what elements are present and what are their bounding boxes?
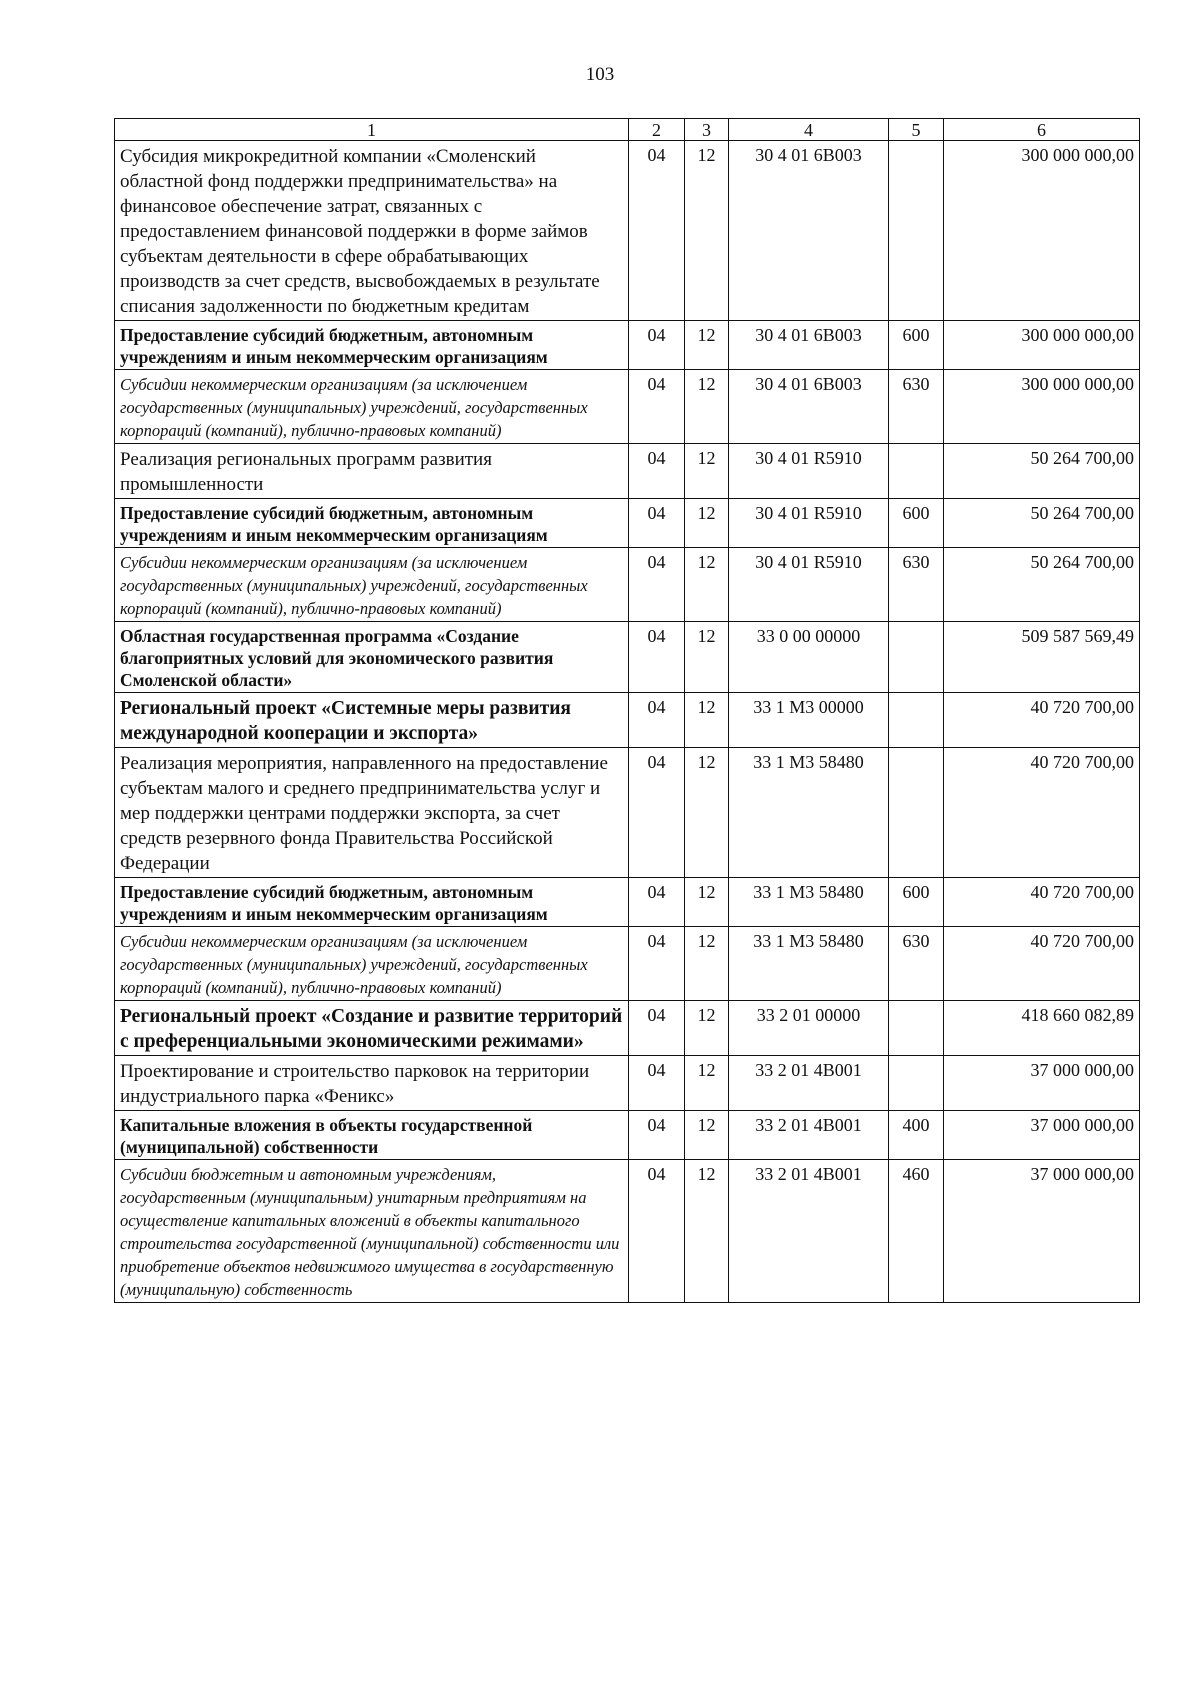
- row-section-code: 12: [685, 141, 729, 321]
- row-name: Региональный проект «Создание и развитие территорий с преференциальными экономическими режимами»: [115, 1001, 629, 1056]
- row-expense-type: [889, 1001, 944, 1056]
- row-ved-code: 04: [629, 1160, 685, 1303]
- row-expense-type: 400: [889, 1111, 944, 1160]
- row-amount: 50 264 700,00: [944, 499, 1140, 548]
- table-row: [115, 1001, 1140, 1056]
- page-number: 103: [585, 64, 615, 85]
- row-ved-code: 04: [629, 321, 685, 370]
- row-expense-type: 600: [889, 321, 944, 370]
- table-row: [115, 622, 1140, 693]
- row-target-code: 33 1 M3 00000: [729, 693, 889, 748]
- row-name: Субсидии некоммерческим организациям (за исключением государственных (муниципальных) учреждений, государственных корпораций (компаний), публично-правовых компаний): [115, 927, 629, 1001]
- table-row: [115, 548, 1140, 622]
- row-ved-code: 04: [629, 1001, 685, 1056]
- row-name: Субсидии бюджетным и автономным учреждениям, государственным (муниципальным) унитарным предприятиям на осуществление капитальных вложений в объекты капитального строительства государственной (муниципальной) собственности или приобретение объектов недвижимого имущества в государственную (муниципальную) собственность: [115, 1160, 629, 1303]
- row-name: Проектирование и строительство парковок на территории индустриального парка «Феникс»: [115, 1056, 629, 1111]
- row-section-code: 12: [685, 548, 729, 622]
- row-section-code: 12: [685, 878, 729, 927]
- row-ved-code: 04: [629, 927, 685, 1001]
- row-ved-code: 04: [629, 748, 685, 878]
- table-row: [115, 748, 1140, 878]
- table-row: [115, 1056, 1140, 1111]
- table-body: [115, 141, 1140, 1303]
- row-amount: 37 000 000,00: [944, 1056, 1140, 1111]
- row-name: Областная государственная программа «Создание благоприятных условий для экономического развития Смоленской области»: [115, 622, 629, 693]
- row-section-code: 12: [685, 321, 729, 370]
- row-section-code: 12: [685, 444, 729, 499]
- row-target-code: 30 4 01 6В003: [729, 141, 889, 321]
- row-ved-code: 04: [629, 693, 685, 748]
- row-target-code: 30 4 01 R5910: [729, 444, 889, 499]
- row-amount: 40 720 700,00: [944, 693, 1140, 748]
- row-amount: 300 000 000,00: [944, 141, 1140, 321]
- header-col-6: 6: [944, 119, 1140, 141]
- row-ved-code: 04: [629, 499, 685, 548]
- table-row: [115, 1111, 1140, 1160]
- row-target-code: 33 2 01 4В001: [729, 1111, 889, 1160]
- row-expense-type: [889, 693, 944, 748]
- row-section-code: 12: [685, 927, 729, 1001]
- row-amount: 40 720 700,00: [944, 748, 1140, 878]
- row-amount: 40 720 700,00: [944, 878, 1140, 927]
- row-name: Предоставление субсидий бюджетным, автономным учреждениям и иным некоммерческим организациям: [115, 878, 629, 927]
- row-target-code: 33 2 01 00000: [729, 1001, 889, 1056]
- table-row: [115, 1160, 1140, 1303]
- row-section-code: 12: [685, 1160, 729, 1303]
- table-row: [115, 878, 1140, 927]
- row-section-code: 12: [685, 1001, 729, 1056]
- row-expense-type: 630: [889, 927, 944, 1001]
- row-amount: 37 000 000,00: [944, 1160, 1140, 1303]
- row-target-code: 33 2 01 4В001: [729, 1056, 889, 1111]
- row-name: Предоставление субсидий бюджетным, автономным учреждениям и иным некоммерческим организациям: [115, 499, 629, 548]
- budget-table: [114, 118, 1140, 1303]
- table-row: [115, 927, 1140, 1001]
- row-expense-type: 630: [889, 548, 944, 622]
- row-amount: 40 720 700,00: [944, 927, 1140, 1001]
- row-target-code: 30 4 01 R5910: [729, 548, 889, 622]
- row-target-code: 33 2 01 4В001: [729, 1160, 889, 1303]
- row-section-code: 12: [685, 499, 729, 548]
- row-section-code: 12: [685, 1111, 729, 1160]
- table-row: [115, 444, 1140, 499]
- row-target-code: 30 4 01 R5910: [729, 499, 889, 548]
- row-expense-type: 460: [889, 1160, 944, 1303]
- row-target-code: 33 0 00 00000: [729, 622, 889, 693]
- row-ved-code: 04: [629, 878, 685, 927]
- table-row: [115, 141, 1140, 321]
- header-col-2: 2: [629, 119, 685, 141]
- row-name: Субсидия микрокредитной компании «Смоленский областной фонд поддержки предпринимательства» на финансовое обеспечение затрат, связанных с предоставлением финансовой поддержки в форме займов субъектам деятельности в сфере обрабатывающих производств за счет средств, высвобождаемых в результате списания задолженности по бюджетным кредитам: [115, 141, 629, 321]
- row-expense-type: [889, 444, 944, 499]
- header-row: [115, 119, 1140, 141]
- row-target-code: 30 4 01 6В003: [729, 370, 889, 444]
- row-target-code: 30 4 01 6В003: [729, 321, 889, 370]
- row-amount: 300 000 000,00: [944, 370, 1140, 444]
- row-name: Субсидии некоммерческим организациям (за исключением государственных (муниципальных) учреждений, государственных корпораций (компаний), публично-правовых компаний): [115, 548, 629, 622]
- row-name: Субсидии некоммерческим организациям (за исключением государственных (муниципальных) учреждений, государственных корпораций (компаний), публично-правовых компаний): [115, 370, 629, 444]
- row-name: Предоставление субсидий бюджетным, автономным учреждениям и иным некоммерческим организациям: [115, 321, 629, 370]
- row-amount: 300 000 000,00: [944, 321, 1140, 370]
- row-section-code: 12: [685, 370, 729, 444]
- row-ved-code: 04: [629, 548, 685, 622]
- row-section-code: 12: [685, 1056, 729, 1111]
- row-expense-type: 600: [889, 499, 944, 548]
- row-ved-code: 04: [629, 370, 685, 444]
- row-ved-code: 04: [629, 622, 685, 693]
- row-expense-type: [889, 622, 944, 693]
- header-col-5: 5: [889, 119, 944, 141]
- row-name: Региональный проект «Системные меры развития международной кооперации и экспорта»: [115, 693, 629, 748]
- row-amount: 509 587 569,49: [944, 622, 1140, 693]
- table-row: [115, 499, 1140, 548]
- row-ved-code: 04: [629, 141, 685, 321]
- row-section-code: 12: [685, 622, 729, 693]
- row-amount: 50 264 700,00: [944, 548, 1140, 622]
- header-col-1: 1: [115, 119, 629, 141]
- row-amount: 37 000 000,00: [944, 1111, 1140, 1160]
- row-ved-code: 04: [629, 1111, 685, 1160]
- row-name: Реализация региональных программ развития промышленности: [115, 444, 629, 499]
- row-amount: 418 660 082,89: [944, 1001, 1140, 1056]
- header-col-3: 3: [685, 119, 729, 141]
- row-name: Реализация мероприятия, направленного на предоставление субъектам малого и среднего предпринимательства услуг и мер поддержки центрами поддержки экспорта, за счет средств резервного фонда Правительства Российской Федерации: [115, 748, 629, 878]
- row-target-code: 33 1 M3 58480: [729, 927, 889, 1001]
- header-col-4: 4: [729, 119, 889, 141]
- table-row: [115, 693, 1140, 748]
- row-ved-code: 04: [629, 1056, 685, 1111]
- row-target-code: 33 1 M3 58480: [729, 878, 889, 927]
- row-amount: 50 264 700,00: [944, 444, 1140, 499]
- row-expense-type: [889, 1056, 944, 1111]
- row-name: Капитальные вложения в объекты государственной (муниципальной) собственности: [115, 1111, 629, 1160]
- row-expense-type: 630: [889, 370, 944, 444]
- row-section-code: 12: [685, 748, 729, 878]
- row-target-code: 33 1 M3 58480: [729, 748, 889, 878]
- table-row: [115, 370, 1140, 444]
- row-expense-type: [889, 141, 944, 321]
- row-ved-code: 04: [629, 444, 685, 499]
- table-row: [115, 321, 1140, 370]
- row-expense-type: [889, 748, 944, 878]
- row-expense-type: 600: [889, 878, 944, 927]
- row-section-code: 12: [685, 693, 729, 748]
